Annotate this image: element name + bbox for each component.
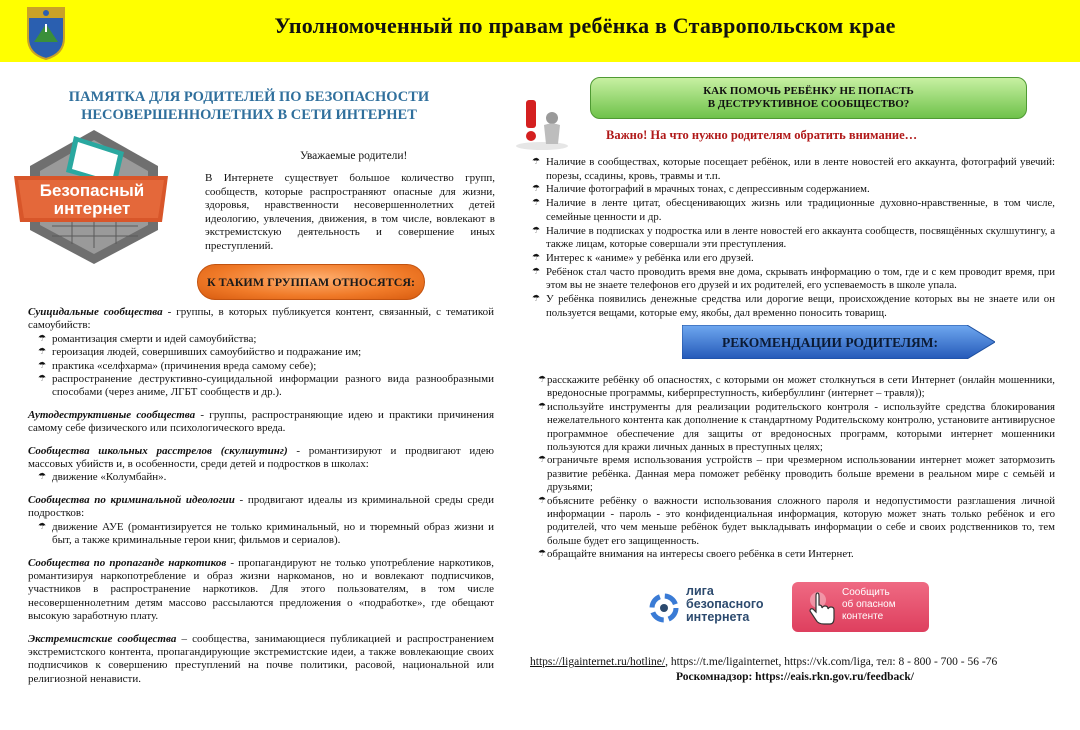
list-item: ☂ Наличие в сообществах, которые посещает ребёнок, или в ленте новостей его аккаунта, фотографий увечий: порезы, ссадины, кровь, травмы и т.п. bbox=[532, 156, 1055, 183]
section-text: - группы, в которых публикуется контент, связанный, с тематикой самоубийств: bbox=[28, 306, 494, 332]
list-item: ☂ объясните ребёнку о важности использования сложного пароля и недопустимости разглашения личной информации - пароль - это конфиденциальная информация, которую может знать только ребёнок и его родителей, что чем меньше ребёнок будет выкладывать информации о себе и своих родственников то, тем больше будет его защищенность. bbox=[538, 495, 1055, 549]
help-child-banner bbox=[590, 77, 1027, 119]
list-item: ☂ Наличие фотографий в мрачных тонах, с депрессивным содержанием. bbox=[532, 183, 1055, 197]
intro-text: В Интернете существует большое количество групп, сообществ, которые распространяют опасные для жизни, здоровья, нравственности несовершеннолетних детей идеологию, увлечения, движения, в том числе, вовлекают в экстремистскую деятельность и совершение иных преступлений. bbox=[205, 172, 495, 252]
memo-title-line2: НЕСОВЕРШЕННОЛЕТНИХ В СЕТИ ИНТЕРНЕТ bbox=[81, 107, 417, 123]
header-bar bbox=[0, 0, 1080, 62]
recommendations-list bbox=[538, 374, 1055, 562]
contacts-rest: , https://t.me/ligainternet, https://vk.com/liga, тел: 8 - 800 - 700 - 56 -76 bbox=[665, 656, 998, 668]
section-title: Суицидальные сообщества bbox=[28, 306, 163, 318]
section-title: Сообщества по криминальной идеологии bbox=[28, 493, 235, 506]
section-text: - продвигают идеалы из криминальной среды среди подростков: bbox=[28, 493, 494, 520]
list-item: ☂ распространение деструктивно-суицидальной информации разного вида разнообразными способами (через аниме, ЛГБТ сообществ и др.). bbox=[38, 373, 494, 400]
list-item: ☂ практика «селфхарма» (причинения вреда самому себе); bbox=[38, 360, 494, 373]
list-item: ☂ Интерес к «аниме» у ребёнка или его друзей. bbox=[532, 252, 1055, 266]
criminal-items bbox=[38, 521, 494, 548]
list-item: ☂ У ребёнка появились денежные средства или дорогие вещи, происхождение которых вы не знаете или он пользуется вещами, которые ему, якобы, дал временно поносить товарищ. bbox=[532, 293, 1055, 320]
report-button-label bbox=[842, 587, 922, 623]
report-line3: контенте bbox=[842, 611, 884, 622]
list-item: ☂ движение «Колумбайн». bbox=[38, 471, 494, 484]
liga-line1: лига bbox=[686, 584, 714, 598]
section-title: Сообщества по пропаганде наркотиков bbox=[28, 556, 227, 569]
drugs-section bbox=[28, 557, 494, 624]
section-text: - пропагандируют не только употребление наркотиков, романтизируя наркопотребление и образ жизни наркоманов, но и вовлекают подписчиков, участников в распространение наркотиков. Для этого пользователям, в том числе несовершеннолетним детям массово рассылаются предложения о «подработке», где обещают высокую заработную плату. bbox=[28, 556, 494, 623]
list-item: ☂ движение АУЕ (романтизируется не только криминальный, но и тюремный образ жизни и быт, а также криминальные герои книг, фильмов и сериалов). bbox=[38, 521, 494, 548]
page-title: Уполномоченный по правам ребёнка в Ставропольском крае bbox=[274, 13, 896, 38]
contacts bbox=[530, 655, 1060, 685]
list-item: ☂ расскажите ребёнку об опасностях, с которыми он может столкнуться в сети Интернет (онлайн мошенники, вредоносные программы, киберпреступность, кибербуллинг (интернет – травля)); bbox=[538, 374, 1055, 401]
report-content-button[interactable] bbox=[792, 582, 929, 632]
list-item: ☂ обращайте внимания на интересы своего ребёнка в сети Интернет. bbox=[538, 548, 1055, 561]
schoolshooting-section bbox=[28, 445, 494, 472]
banner-line1: КАК ПОМОЧЬ РЕБЁНКУ НЕ ПОПАСТЬ bbox=[703, 85, 914, 97]
section-title: Экстремистские сообщества bbox=[28, 632, 177, 645]
memo-title-line1: ПАМЯТКА ДЛЯ РОДИТЕЛЕЙ ПО БЕЗОПАСНОСТИ bbox=[68, 89, 430, 105]
criminal-section bbox=[28, 494, 494, 521]
recommendations-title: РЕКОМЕНДАЦИИ РОДИТЕЛЯМ: bbox=[721, 335, 939, 350]
banner-line2: В ДЕСТРУКТИВНОЕ СООБЩЕСТВО? bbox=[707, 98, 910, 110]
memo-title bbox=[24, 88, 474, 124]
logo-text-2: интернет bbox=[53, 199, 131, 218]
section-text: - группы, распространяющие идею и практики причинения самому себе физического или психологического вреда. bbox=[28, 408, 495, 435]
report-line1: Сообщить bbox=[842, 587, 890, 598]
suicide-items bbox=[38, 333, 494, 400]
section-title: Сообщества школьных расстрелов (скулшутинг) bbox=[28, 444, 288, 457]
section-text: - романтизируют и продвигают идею массовых убийств и, в особенности, среди детей и подростков в школах: bbox=[28, 444, 494, 471]
stavropol-crest-icon bbox=[24, 2, 68, 60]
contacts-line bbox=[530, 655, 1060, 670]
list-item: ☂ героизация людей, совершивших самоубийство и подражание им; bbox=[38, 346, 494, 359]
report-line2: об опасном bbox=[842, 599, 896, 610]
liga-line2: безопасного bbox=[686, 597, 764, 611]
safe-internet-logo bbox=[12, 126, 177, 266]
warning-heading: Важно! На что нужно родителям обратить внимание… bbox=[606, 128, 918, 142]
hand-cursor-icon bbox=[806, 590, 838, 630]
list-item: ☂ романтизация смерти и идей самоубийства; bbox=[38, 333, 494, 346]
logo-text-1: Безопасный bbox=[39, 181, 145, 200]
warning-signs-list bbox=[532, 156, 1055, 320]
list-item: ☂ используйте инструменты для реализации родительского контроля - используйте средства блокирования нежелательного контента как дополнение к стандартному Родительскому контролю, установите антивирусное программное обеспечение для защиты от вредоносных программ, которыми интернет мошенники пользуются для кражи личных данных в преступных целях; bbox=[538, 401, 1055, 455]
liga-line3: интернета bbox=[686, 610, 750, 624]
greeting: Уважаемые родители! bbox=[300, 150, 408, 162]
exclamation-figure-icon bbox=[512, 98, 572, 150]
liga-logo-text bbox=[686, 585, 764, 624]
suicide-section bbox=[28, 306, 494, 333]
rkn-contact: Роскомнадзор: https://eais.rkn.gov.ru/feedback/ bbox=[676, 671, 914, 683]
recommendations-arrow bbox=[682, 325, 995, 359]
section-title: Аутодеструктивные сообщества bbox=[28, 408, 196, 421]
hotline-link[interactable]: https://ligainternet.ru/hotline/ bbox=[530, 656, 666, 668]
groups-pill: К ТАКИМ ГРУППАМ ОТНОСЯТСЯ: bbox=[197, 264, 425, 300]
autodestructive-section bbox=[28, 409, 494, 436]
list-item: ☂ Наличие в ленте цитат, обесценивающих жизнь или традиционные духовно-нравственные, в том числе, семейные ценности и др. bbox=[532, 197, 1055, 224]
schoolshooting-items bbox=[38, 471, 494, 484]
section-text: – сообщества, занимающиеся публикацией и распространением экстремистского контента, пропагандирующие экстремистские идеи, а также вовлекающие своих подписчиков к совершению преступлений на почве политики, расовой, национальной или религиозной ненависти. bbox=[28, 632, 494, 685]
extremist-section bbox=[28, 633, 494, 687]
groups-list bbox=[28, 306, 494, 686]
list-item: ☂ Ребёнок стал часто проводить время вне дома, скрывать информацию о том, где и с кем проводит время, при этом вы не знаете телефонов его друзей и их родителей, его успеваемость в школе упала. bbox=[532, 266, 1055, 293]
list-item: ☂ Наличие в подписках у подростка или в ленте новостей его аккаунта сообществ, посвящённых скулшутингу, а также лицам, которые совершали эти преступления. bbox=[532, 225, 1055, 252]
list-item: ☂ ограничьте время использования устройств – при чрезмерном использовании интернет может затормозить развитие ребёнка. Данная мера поможет ребёнку проводить больше времени в реальном мире с семьёй и друзьями; bbox=[538, 454, 1055, 494]
